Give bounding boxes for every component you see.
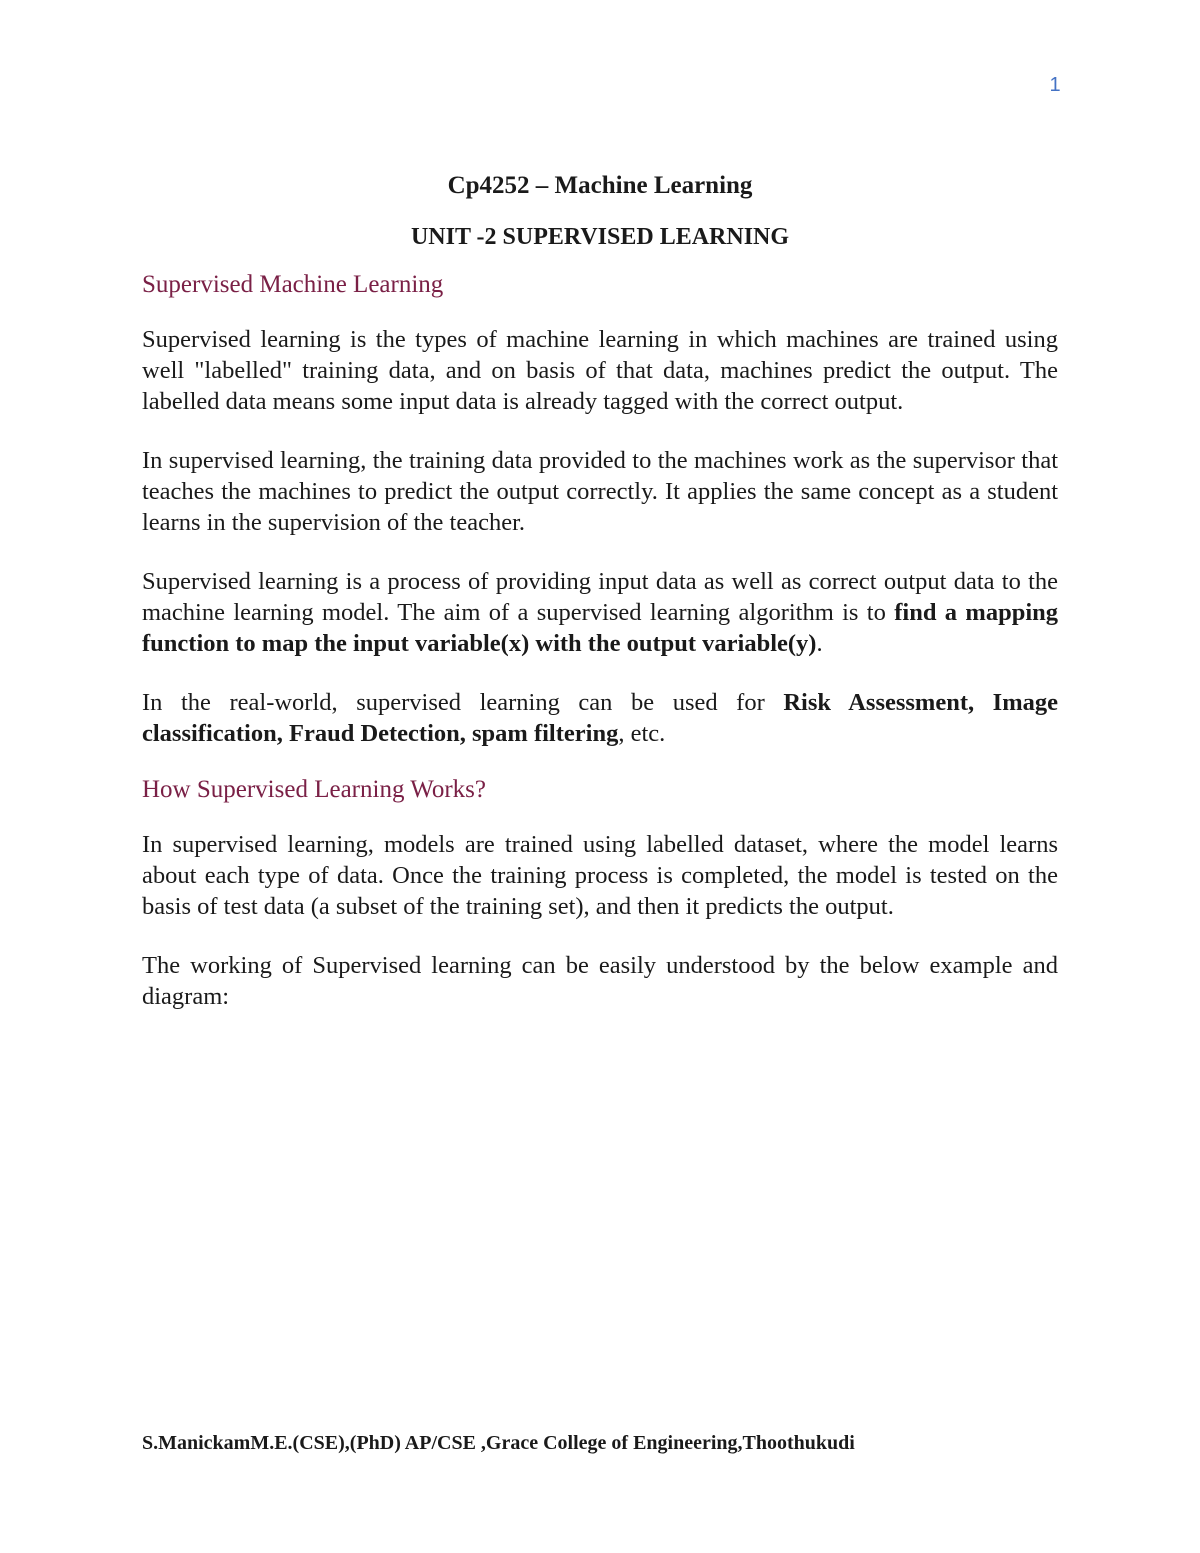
paragraph-training-process: In supervised learning, models are trained using labelled dataset, where the model learns about each type of data. Once the training process is completed, the model is tested on the basis of test data (a subset of the training set), and then it predicts the output. [142, 831, 1058, 920]
paragraph-example-intro: The working of Supervised learning can be easily understood by the below example and diagram: [142, 952, 1058, 1010]
emphasis-text: find a mapping function to map the input variable(x) with the output variable(y) [142, 599, 1058, 657]
paragraph-supervisor: In supervised learning, the training data provided to the machines work as the supervisor that teaches the machines to predict the output correctly. It applies the same concept as a student learns in the supervision of the teacher. [142, 447, 1058, 536]
section-heading-how-it-works: How Supervised Learning Works? [142, 776, 486, 803]
emphasis-text: Risk Assessment, Image classification, Fraud Detection, spam filtering [142, 689, 1058, 747]
unit-title: UNIT -2 SUPERVISED LEARNING [410, 224, 790, 250]
paragraph-text: . [816, 630, 823, 657]
paragraph-text: , etc. [618, 720, 666, 747]
page-number: 1 [1049, 74, 1061, 96]
paragraph-applications [142, 687, 1058, 749]
document-body [142, 168, 1058, 1012]
course-title: Cp4252 – Machine Learning [447, 172, 753, 199]
page-footer: S.ManickamM.E.(CSE),(PhD) AP/CSE ,Grace College of Engineering,Thoothukudi [142, 1432, 855, 1454]
paragraph-text: In the real-world, supervised learning can be used for [142, 689, 784, 716]
paragraph-mapping-function [142, 566, 1058, 659]
paragraph-text: Supervised learning is a process of providing input data as well as correct output data to the machine learning model. The aim of a supervised learning algorithm is to [142, 568, 1058, 626]
section-heading-supervised-ml: Supervised Machine Learning [142, 271, 444, 298]
paragraph-definition: Supervised learning is the types of machine learning in which machines are trained using well "labelled" training data, and on basis of that data, machines predict the output. The labelled data means some input data is already tagged with the correct output. [142, 326, 1058, 415]
